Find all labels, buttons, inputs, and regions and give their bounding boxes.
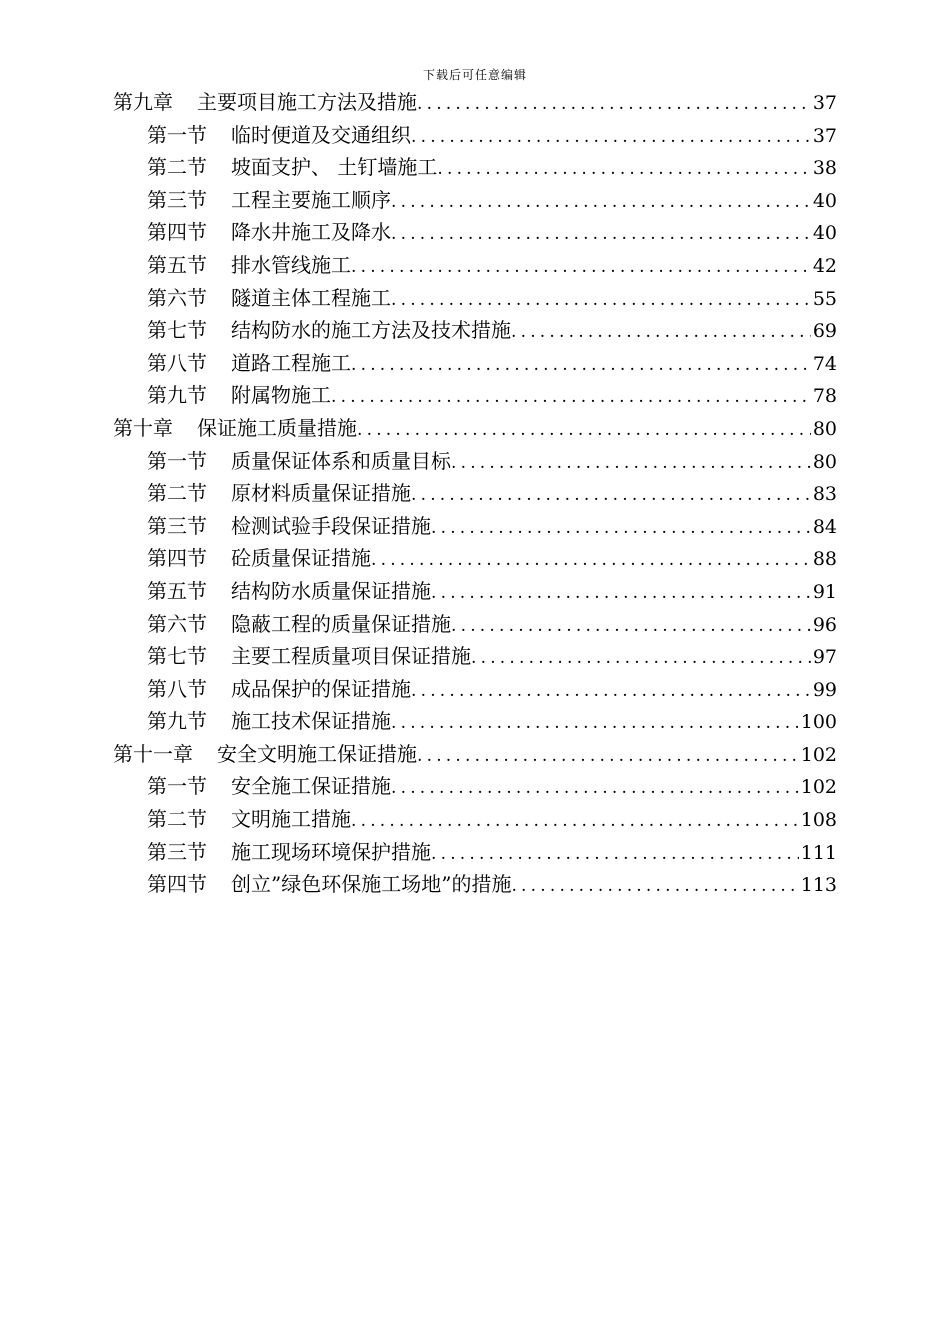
toc-entry-title: 原材料质量保证措施 [231,481,411,506]
toc-dot-leader [391,218,811,251]
toc-entry-page-number: 83 [812,483,837,506]
toc-entry-title: 坡面支护、 土钉墙施工 [231,155,438,180]
toc-entry-number: 第七节 [147,644,207,669]
toc-section-entry[interactable] [113,836,837,869]
toc-entry-title: 隧道主体工程施工 [231,285,391,310]
toc-entry-number: 第五节 [147,252,207,277]
toc-dot-leader [391,186,811,219]
toc-entry-number: 第四节 [147,872,207,897]
toc-entry-title: 施工技术保证措施 [231,709,391,734]
toc-entry-number: 第四节 [147,220,207,245]
toc-entry-number: 第十一章 [113,741,193,766]
toc-entry-title: 附属物施工 [231,383,331,408]
toc-entry-page-number: 40 [812,222,837,245]
toc-dot-leader [391,284,811,317]
toc-entry-title: 创立”绿色环保施工场地”的措施 [231,872,512,897]
toc-entry-page-number: 42 [812,254,837,277]
toc-entry-number: 第九章 [113,90,173,114]
toc-entry-page-number: 96 [812,613,837,636]
toc-entry-number: 第十章 [113,415,173,440]
toc-dot-leader [471,642,811,675]
toc-dot-leader [357,414,811,447]
toc-entry-title: 成品保护的保证措施 [231,676,411,701]
toc-dot-leader [451,447,811,480]
toc-section-entry[interactable] [113,379,837,412]
toc-entry-page-number: 38 [812,157,837,180]
toc-chapter-entry[interactable] [113,86,837,119]
toc-section-entry[interactable] [113,314,837,347]
toc-entry-number: 第一节 [147,774,207,799]
toc-dot-leader [431,838,799,871]
toc-entry-title: 检测试验手段保证措施 [231,513,431,538]
toc-entry-title: 主要工程质量项目保证措施 [231,644,471,669]
toc-dot-leader [371,544,811,577]
toc-dot-leader [411,121,811,154]
toc-entry-title: 安全文明施工保证措施 [217,741,417,766]
toc-dot-leader [511,870,798,903]
toc-entry-number: 第一节 [147,122,207,147]
toc-section-entry[interactable] [113,216,837,249]
toc-dot-leader [411,479,811,512]
toc-entry-page-number: 40 [812,189,837,212]
toc-entry-title: 结构防水的施工方法及技术措施 [231,318,511,343]
toc-entry-page-number: 97 [812,646,837,669]
toc-entry-page-number: 99 [812,678,837,701]
toc-entry-number: 第六节 [147,285,207,310]
toc-entry-page-number: 80 [812,417,837,440]
table-of-contents [113,86,837,901]
toc-section-entry[interactable] [113,510,837,543]
toc-section-entry[interactable] [113,119,837,152]
toc-dot-leader [351,349,811,382]
toc-entry-title: 工程主要施工顺序 [231,187,391,212]
toc-chapter-entry[interactable] [113,738,837,771]
toc-entry-title: 安全施工保证措施 [231,774,391,799]
toc-dot-leader [431,577,811,610]
toc-entry-number: 第八节 [147,350,207,375]
toc-entry-page-number: 88 [812,548,837,571]
toc-section-entry[interactable] [113,673,837,706]
toc-entry-title: 施工现场环境保护措施 [231,839,431,864]
toc-section-entry[interactable] [113,640,837,673]
toc-entry-number: 第四节 [147,546,207,571]
toc-section-entry[interactable] [113,477,837,510]
toc-section-entry[interactable] [113,575,837,608]
toc-entry-page-number: 91 [812,580,837,603]
page-header-note: 下载后可任意编辑 [422,68,527,82]
toc-section-entry[interactable] [113,282,837,315]
toc-entry-page-number: 37 [812,124,837,147]
toc-entry-page-number: 111 [800,841,837,864]
toc-dot-leader [351,251,811,284]
toc-dot-leader [331,381,811,414]
toc-dot-leader [391,707,799,740]
toc-entry-title: 结构防水质量保证措施 [231,578,431,603]
toc-entry-number: 第九节 [147,709,207,734]
toc-entry-number: 第三节 [147,513,207,538]
toc-entry-number: 第三节 [147,839,207,864]
toc-section-entry[interactable] [113,445,837,478]
toc-entry-number: 第一节 [147,448,207,473]
toc-entry-title: 砼质量保证措施 [231,546,371,571]
toc-section-entry[interactable] [113,542,837,575]
toc-entry-number: 第八节 [147,676,207,701]
toc-chapter-entry[interactable] [113,412,837,445]
toc-entry-page-number: 108 [800,809,837,832]
toc-entry-number: 第二节 [147,807,207,832]
toc-section-entry[interactable] [113,705,837,738]
toc-dot-leader [391,772,799,805]
toc-entry-page-number: 74 [812,352,837,375]
toc-entry-title: 道路工程施工 [231,350,351,375]
toc-entry-page-number: 55 [812,287,837,310]
toc-dot-leader [437,153,810,186]
toc-entry-page-number: 80 [812,450,837,473]
toc-entry-title: 临时便道及交通组织 [231,122,411,147]
toc-entry-title: 排水管线施工 [231,252,351,277]
toc-entry-number: 第二节 [147,155,207,180]
toc-dot-leader [351,805,799,838]
toc-section-entry[interactable] [113,608,837,641]
toc-entry-page-number: 113 [800,874,837,897]
toc-section-entry[interactable] [113,184,837,217]
toc-entry-title: 降水井施工及降水 [231,220,391,245]
toc-section-entry[interactable] [113,347,837,380]
toc-section-entry[interactable] [113,770,837,803]
toc-entry-number: 第五节 [147,578,207,603]
toc-section-entry[interactable] [113,151,837,184]
toc-entry-page-number: 102 [800,776,837,799]
toc-entry-page-number: 69 [812,320,837,343]
toc-entry-number: 第六节 [147,611,207,636]
toc-dot-leader [417,740,799,773]
toc-entry-title: 文明施工措施 [231,807,351,832]
toc-entry-page-number: 37 [812,92,837,114]
toc-dot-leader [411,675,811,708]
toc-section-entry[interactable] [113,803,837,836]
toc-dot-leader [511,316,811,349]
toc-entry-page-number: 84 [812,515,837,538]
toc-dot-leader [431,512,811,545]
toc-entry-title: 隐蔽工程的质量保证措施 [231,611,451,636]
toc-entry-number: 第七节 [147,318,207,343]
toc-section-entry[interactable] [113,868,837,901]
toc-section-entry[interactable] [113,249,837,282]
toc-entry-number: 第二节 [147,481,207,506]
toc-entry-title: 保证施工质量措施 [197,415,357,440]
toc-entry-page-number: 100 [800,711,837,734]
toc-dot-leader [451,610,811,643]
toc-dot-leader [417,88,811,121]
toc-entry-number: 第九节 [147,383,207,408]
toc-entry-title: 质量保证体系和质量目标 [231,448,451,473]
toc-entry-number: 第三节 [147,187,207,212]
toc-entry-page-number: 78 [812,385,837,408]
toc-entry-page-number: 102 [800,743,837,766]
toc-entry-title: 主要项目施工方法及措施 [197,90,417,114]
